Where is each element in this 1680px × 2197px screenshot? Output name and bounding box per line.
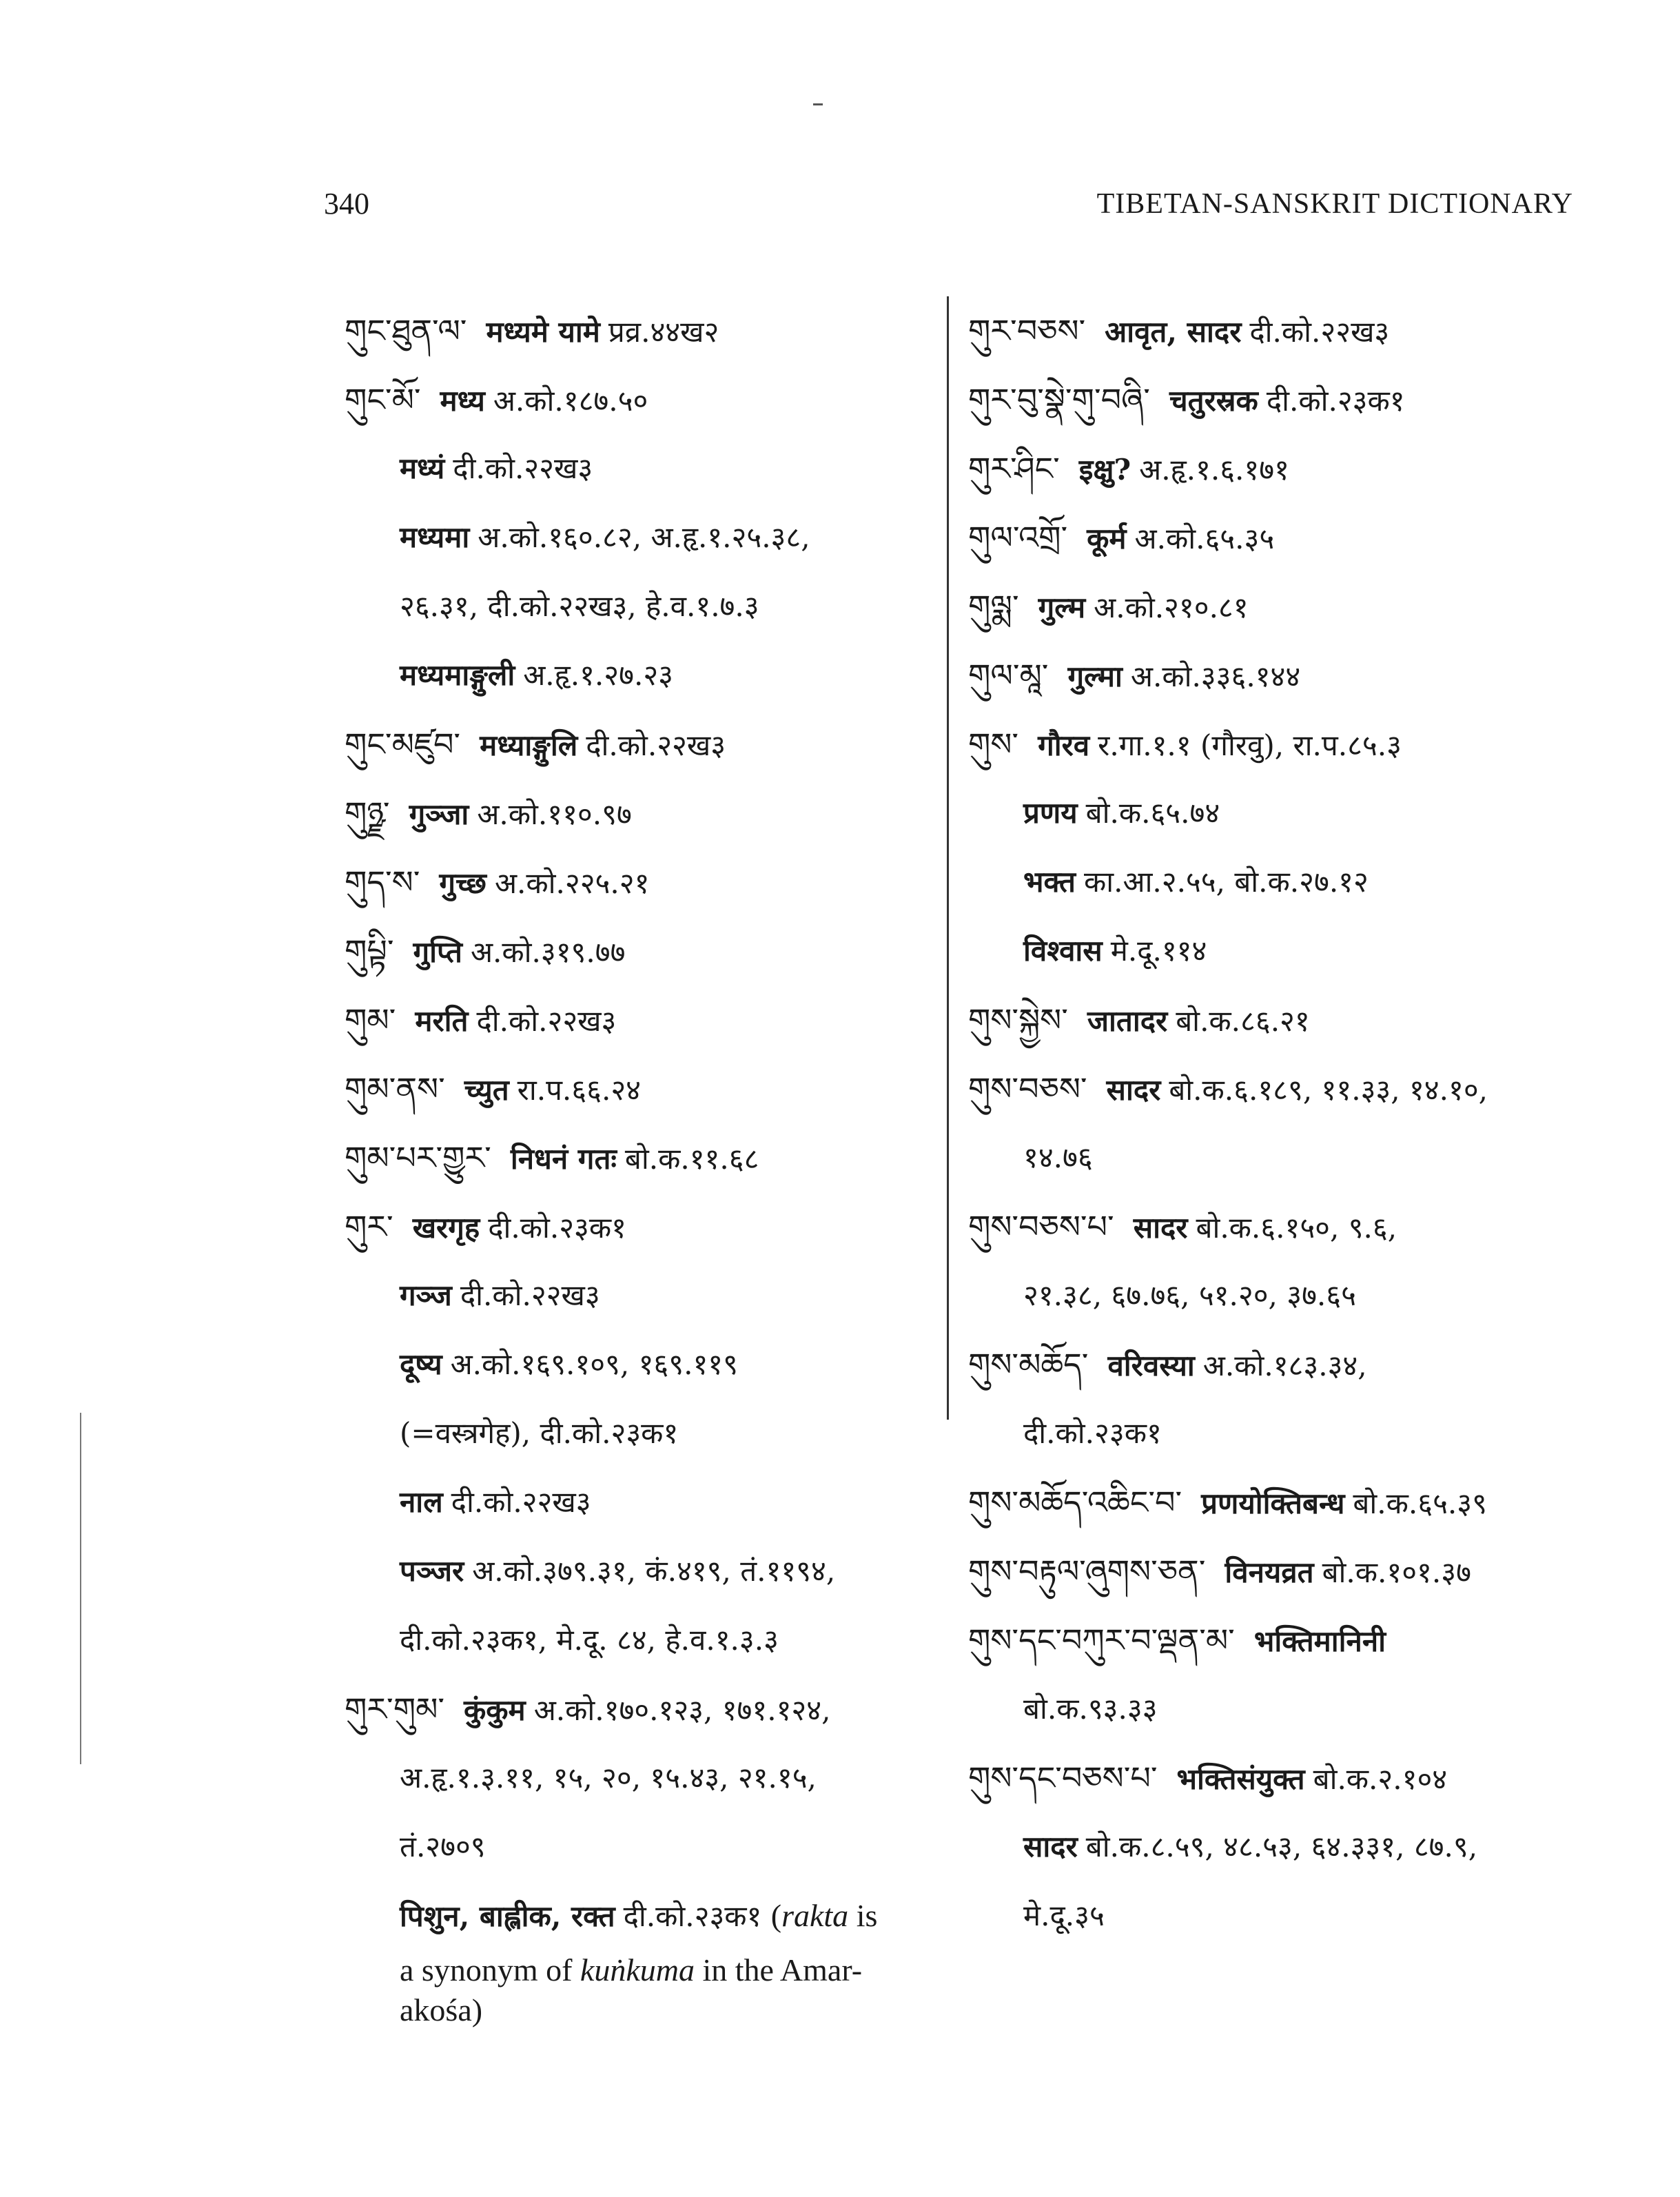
source-reference: बो.क.६५.७४ [1085, 796, 1220, 830]
tibetan-headword: གུམ་ [345, 1001, 396, 1039]
dictionary-entry [345, 985, 937, 1054]
dictionary-entry [968, 1537, 1588, 1606]
source-reference: अ.को.३३६.१४४ [1130, 660, 1301, 693]
sanskrit-equivalent: मध्य [440, 384, 485, 418]
sanskrit-equivalent: पञ्जर [400, 1554, 464, 1588]
sanskrit-equivalent: चतुरस्रक [1169, 384, 1258, 418]
sanskrit-equivalent: विश्वास [1023, 934, 1103, 968]
source-reference: बो.क.१०१.३७ [1322, 1555, 1471, 1589]
source-reference: दी.को.२३क१ [1266, 384, 1405, 418]
entry-continuation [968, 917, 1588, 985]
tibetan-headword: གུང་ཐུན་ལ་ [345, 312, 467, 349]
tibetan-headword: གུས་མཆོད་ [968, 1346, 1089, 1383]
entry-continuation [345, 1468, 937, 1537]
source-reference: का.आ.२.५५, बो.क.२७.१२ [1083, 865, 1369, 899]
entry-continuation [345, 1744, 937, 1812]
sanskrit-equivalent: विनयव्रत [1225, 1555, 1314, 1589]
sanskrit-equivalent: वरिवस्या [1107, 1349, 1195, 1382]
page-number: 340 [324, 187, 369, 221]
tibetan-headword: གུས་དང་བཀུར་བ་ལྡན་མ་ [968, 1622, 1235, 1659]
entry-continuation [345, 434, 937, 503]
source-reference: दी.को.२२ख३ [451, 1485, 591, 1519]
tibetan-headword: གུས་བརྟུལ་ཞུགས་ཅན་ [968, 1553, 1206, 1590]
sanskrit-equivalent: कुंकुम [464, 1693, 526, 1727]
sanskrit-equivalent: जातादर [1087, 1004, 1168, 1038]
tibetan-headword: གུལ་འགྲོ་ [968, 519, 1068, 556]
source-reference: मे.दू.११४ [1110, 934, 1207, 968]
source-reference: बो.क.६.१८९, ११.३३, १४.१०, [1169, 1073, 1488, 1107]
dictionary-entry [345, 296, 937, 365]
note-open: ( [770, 1898, 782, 1933]
tibetan-headword: གུས་སྐྱེས་ [968, 1001, 1068, 1039]
entry-continuation [345, 1261, 937, 1330]
entry-continuation [968, 848, 1588, 917]
sanskrit-equivalent: पिशुन, बाह्लीक, रक्त [400, 1899, 615, 1933]
sanskrit-equivalent: मध्यमे यामे [486, 315, 600, 349]
source-reference: दी.को.२२ख३ [476, 1004, 617, 1038]
dictionary-entry [968, 1606, 1588, 1675]
sanskrit-equivalent: मध्यमाङ्गुली [400, 658, 515, 692]
sanskrit-equivalent: खरगृह [412, 1211, 480, 1245]
tibetan-headword: གུར་ [345, 1208, 393, 1245]
source-reference: दी.को.२२ख३ [586, 728, 726, 762]
source-reference: अ.को.२२५.२१ [494, 866, 650, 900]
source-reference: बो.क.६५.३९ [1353, 1486, 1487, 1520]
source-reference: अ.को.६५.३५ [1134, 522, 1275, 555]
source-reference: अ.हृ.१.२७.२३ [523, 658, 673, 692]
tibetan-headword: གུལ་མཱ་ [968, 657, 1049, 694]
dictionary-entry [968, 296, 1588, 365]
entry-continuation [345, 572, 937, 641]
source-reference: अ.को.१७०.१२३, १७१.१२४, [533, 1693, 831, 1727]
sanskrit-equivalent: गौरव [1038, 728, 1090, 762]
dictionary-entry [968, 365, 1588, 434]
dictionary-entry [345, 710, 937, 779]
source-reference: रा.प.६६.२४ [517, 1073, 641, 1107]
source-reference: मे.दू.३५ [1023, 1899, 1105, 1932]
sanskrit-equivalent: निधनं गतः [510, 1142, 617, 1176]
entry-continuation [968, 779, 1588, 848]
source-reference: बो.क.८६.२१ [1176, 1004, 1310, 1038]
dictionary-entry [968, 572, 1588, 641]
entry-continuation [968, 1812, 1588, 1881]
source-reference: दी.को.२३क१ [623, 1899, 762, 1933]
source-reference: दी.को.२३क१, मे.दू. ८४, हे.व.१.३.३ [400, 1623, 779, 1657]
dictionary-entry [968, 1192, 1588, 1261]
right-column [968, 296, 1588, 1950]
source-reference: अ.को.१६०.८२, अ.हृ.१.२५.३८, [478, 520, 810, 554]
source-reference: अ.को.१८३.३४, [1202, 1349, 1367, 1382]
source-reference: दी.को.२२ख३ [453, 451, 593, 485]
tibetan-headword: གུཔྟི་ [345, 932, 394, 970]
sanskrit-equivalent: मध्यं [400, 451, 445, 485]
sanskrit-equivalent: सादर [1133, 1211, 1188, 1245]
entry-continuation [345, 641, 937, 710]
tibetan-headword: གུང་མཛུབ་ [345, 726, 461, 763]
sanskrit-equivalent: भक्तिमानिनी [1253, 1624, 1386, 1658]
sanskrit-equivalent: च्युत [464, 1073, 509, 1107]
sanskrit-equivalent: प्रणयोक्तिबन्ध [1201, 1486, 1345, 1520]
sanskrit-equivalent: इक्षु? [1078, 453, 1131, 487]
note-line: akośa) [400, 1992, 483, 2027]
dictionary-entry [345, 1123, 937, 1192]
note-text: is [848, 1898, 878, 1933]
source-reference: दी.को.२३क१ [488, 1211, 626, 1245]
tibetan-headword: གུམ་པར་གྱུར་ [345, 1139, 491, 1176]
entry-continuation [345, 503, 937, 572]
dictionary-entry [968, 1054, 1588, 1123]
source-reference: अ.को.१८७.५० [493, 384, 648, 418]
left-column [345, 296, 937, 2030]
tibetan-headword: གུང་མོ་ [345, 381, 421, 418]
source-reference: १४.७६ [1023, 1141, 1093, 1174]
sanskrit-equivalent: सादर [1023, 1830, 1078, 1863]
margin-line [80, 1413, 81, 1764]
source-reference: र.गा.१.१ (गौरवु), रा.प.८५.३ [1098, 728, 1402, 762]
dictionary-entry [968, 1330, 1588, 1399]
dictionary-entry [345, 1192, 937, 1261]
tibetan-headword: གུཉྫ་ [345, 795, 390, 832]
sanskrit-equivalent: मरति [415, 1004, 469, 1038]
source-reference: अ.को.२१०.८१ [1094, 591, 1249, 624]
tibetan-headword: གུས་ [968, 726, 1019, 763]
sanskrit-equivalent: आवृत, सादर [1105, 315, 1242, 349]
source-reference: (=वस्त्रगेह), दी.को.२३क१ [400, 1416, 679, 1450]
dictionary-entry [345, 1675, 937, 1744]
source-reference: बो.क.९३.३३ [1023, 1692, 1158, 1726]
source-reference: २६.३१, दी.को.२२ख३, हे.व.१.७.३ [400, 589, 759, 623]
source-reference: दी.को.२२ख३ [460, 1278, 600, 1312]
sanskrit-equivalent: गञ्ज [400, 1278, 452, 1312]
source-reference: बो.क.११.६८ [624, 1142, 759, 1176]
sanskrit-equivalent: गुल्म [1038, 591, 1086, 624]
sanskrit-equivalent: सादर [1106, 1073, 1161, 1107]
sanskrit-equivalent: गुल्मा [1067, 660, 1123, 693]
source-reference: बो.क.८.५९, ४८.५३, ६४.३३१, ८७.९, [1085, 1830, 1478, 1863]
entry-continuation [968, 1261, 1588, 1330]
entry-continuation [345, 1881, 937, 1950]
source-reference: अ.को.११०.९७ [477, 797, 632, 831]
note-text: a synonym of [400, 1952, 580, 1987]
source-reference: प्रव्र.४४ख२ [608, 315, 719, 349]
source-reference: अ.को.१६९.१०९, १६९.११९ [450, 1347, 738, 1381]
source-reference: अ.को.३१९.७७ [470, 935, 626, 969]
entry-continuation [345, 1812, 937, 1881]
entry-continuation [968, 1123, 1588, 1192]
tibetan-headword: གུས་བཅས་ [968, 1070, 1087, 1107]
source-reference: तं.२७०९ [400, 1830, 486, 1863]
tibetan-headword: གུལྨ་ [968, 588, 1019, 625]
dictionary-entry [345, 917, 937, 985]
tibetan-headword: གུར་ཤིང་ [968, 450, 1060, 487]
sanskrit-equivalent: प्रणय [1023, 796, 1078, 830]
sanskrit-equivalent: नाल [400, 1485, 443, 1519]
running-title: TIBETAN-SANSKRIT DICTIONARY [1096, 188, 1573, 220]
dictionary-entry [968, 1468, 1588, 1537]
entry-continuation [345, 1606, 937, 1675]
dictionary-entry [345, 779, 937, 848]
dictionary-entry [345, 848, 937, 917]
entry-continuation [968, 1675, 1588, 1744]
source-reference: बो.क.६.१५०, ९.६, [1196, 1211, 1397, 1245]
tibetan-headword: གུས་དང་བཅས་པ་ [968, 1759, 1158, 1797]
note-term: rakta [781, 1898, 849, 1933]
entry-continuation [345, 1537, 937, 1606]
source-reference: अ.को.३७९.३१, कं.४१९, तं.११९४, [472, 1554, 836, 1588]
sanskrit-equivalent: गुप्ति [413, 935, 462, 969]
dictionary-entry [968, 985, 1588, 1054]
sanskrit-equivalent: गुच्छ [439, 866, 486, 900]
dictionary-entry [968, 641, 1588, 710]
tibetan-headword: གུར་བུ་སྣེ་གུ་བཞི་ [968, 381, 1150, 418]
sanskrit-equivalent: गुञ्जा [409, 797, 469, 831]
dictionary-entry [968, 710, 1588, 779]
entry-continuation [345, 1399, 937, 1468]
tibetan-headword: གུམ་ནས་ [345, 1070, 445, 1107]
source-reference: बो.क.२.१०४ [1313, 1762, 1448, 1796]
sanskrit-equivalent: भक्त [1023, 865, 1076, 899]
dictionary-entry [345, 365, 937, 434]
scan-mark [813, 103, 823, 105]
tibetan-headword: གུས་མཆོད་འཆིང་བ་ [968, 1484, 1182, 1521]
sanskrit-equivalent: मध्यमा [400, 520, 470, 554]
tibetan-headword: གུས་བཅས་པ་ [968, 1208, 1114, 1245]
dictionary-entry [968, 503, 1588, 572]
dictionary-entry [345, 1054, 937, 1123]
sanskrit-equivalent: भक्तिसंयुक्त [1176, 1762, 1305, 1796]
dictionary-entry [968, 434, 1588, 503]
entry-continuation [345, 1330, 937, 1399]
note-line [345, 1950, 937, 1990]
entry-continuation [968, 1881, 1588, 1950]
dictionary-entry [968, 1744, 1588, 1812]
source-reference: २१.३८, ६७.७६, ५१.२०, ३७.६५ [1023, 1278, 1356, 1312]
tibetan-headword: གུར་གུམ་ [345, 1690, 445, 1728]
source-reference: दी.को.२३क१ [1023, 1416, 1162, 1450]
source-reference: अ.हृ.१.३.११, १५, २०, १५.४३, २१.१५, [400, 1761, 817, 1795]
entry-continuation [968, 1399, 1588, 1468]
tibetan-headword: གུར་བཅས་ [968, 312, 1086, 349]
source-reference: दी.को.२२ख३ [1249, 315, 1390, 349]
source-reference: अ.हृ.१.६.१७१ [1139, 453, 1289, 487]
note-term: kuṅkuma [580, 1952, 695, 1987]
tibetan-headword: གུད་ས་ [345, 864, 420, 901]
sanskrit-equivalent: कूर्म [1087, 522, 1127, 555]
sanskrit-equivalent: दूष्य [400, 1347, 442, 1381]
column-divider [947, 296, 949, 1420]
sanskrit-equivalent: मध्याङ्गुलि [480, 728, 578, 762]
note-text: in the Amar- [694, 1952, 863, 1987]
